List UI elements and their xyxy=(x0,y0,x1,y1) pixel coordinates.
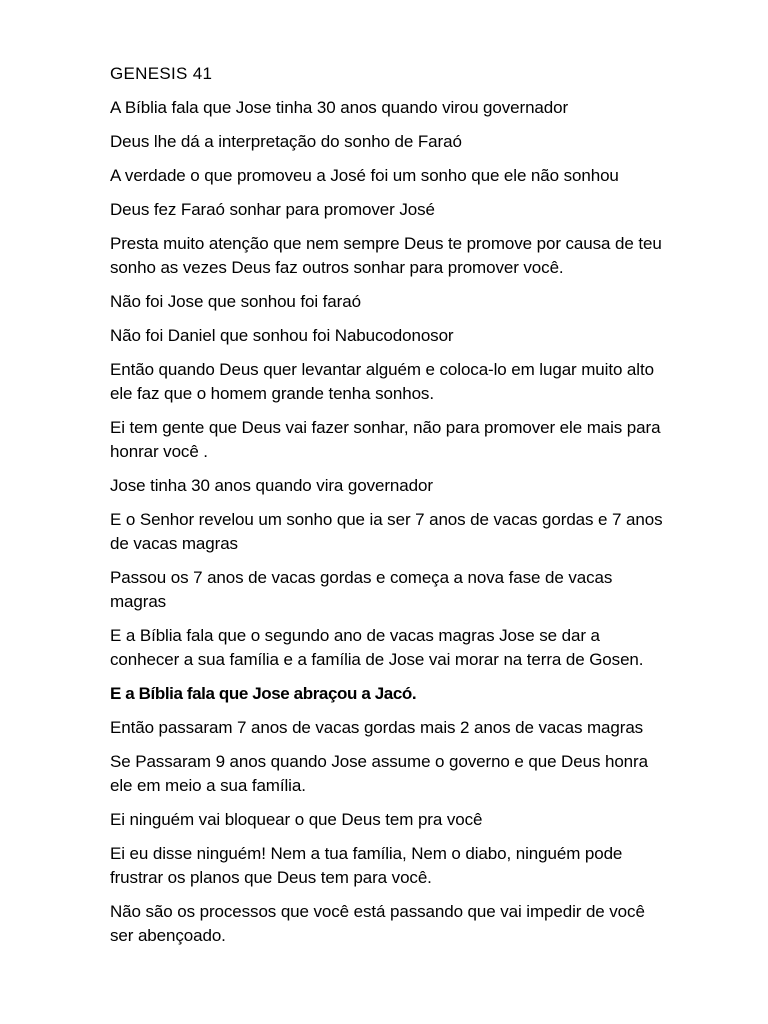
paragraph: E o Senhor revelou um sonho que ia ser 7 anos de vacas gordas e 7 anos de vacas magras xyxy=(110,510,663,553)
paragraph: Presta muito atenção que nem sempre Deus te promove por causa de teu sonho as vezes Deus faz outros sonhar para promover você. xyxy=(110,234,662,277)
paragraph: Deus lhe dá a interpretação do sonho de Faraó xyxy=(110,132,462,151)
paragraph: A Bíblia fala que Jose tinha 30 anos quando virou governador xyxy=(110,98,569,117)
paragraph: Não foi Daniel que sonhou foi Nabucodonosor xyxy=(110,326,454,345)
paragraph: Não foi Jose que sonhou foi faraó xyxy=(110,292,361,311)
paragraph: Deus fez Faraó sonhar para promover José xyxy=(110,200,435,219)
document-body xyxy=(110,62,670,958)
paragraph: Ei ninguém vai bloquear o que Deus tem pra você xyxy=(110,810,483,829)
paragraph: Então quando Deus quer levantar alguém e coloca-lo em lugar muito alto ele faz que o homem grande tenha sonhos. xyxy=(110,360,654,403)
paragraph: A verdade o que promoveu a José foi um sonho que ele não sonhou xyxy=(110,166,619,185)
paragraph: E a Bíblia fala que o segundo ano de vacas magras Jose se dar a conhecer a sua família e a família de Jose vai morar na terra de Gosen. xyxy=(110,626,644,669)
paragraph: E a Bíblia fala que Jose abraçou a Jacó. xyxy=(110,684,417,703)
paragraph: Então passaram 7 anos de vacas gordas mais 2 anos de vacas magras xyxy=(110,718,644,737)
paragraph: Ei tem gente que Deus vai fazer sonhar, não para promover ele mais para honrar você . xyxy=(110,418,661,461)
paragraph: Ei eu disse ninguém! Nem a tua família, Nem o diabo, ninguém pode frustrar os planos que Deus tem para você. xyxy=(110,844,623,887)
paragraph: Se Passaram 9 anos quando Jose assume o governo e que Deus honra ele em meio a sua família. xyxy=(110,752,648,795)
paragraph-list xyxy=(110,96,670,948)
document-title: GENESIS 41 xyxy=(110,64,213,83)
paragraph: Não são os processos que você está passando que vai impedir de você ser abençoado. xyxy=(110,902,645,945)
paragraph: Jose tinha 30 anos quando vira governador xyxy=(110,476,433,495)
paragraph: Passou os 7 anos de vacas gordas e começa a nova fase de vacas magras xyxy=(110,568,613,611)
